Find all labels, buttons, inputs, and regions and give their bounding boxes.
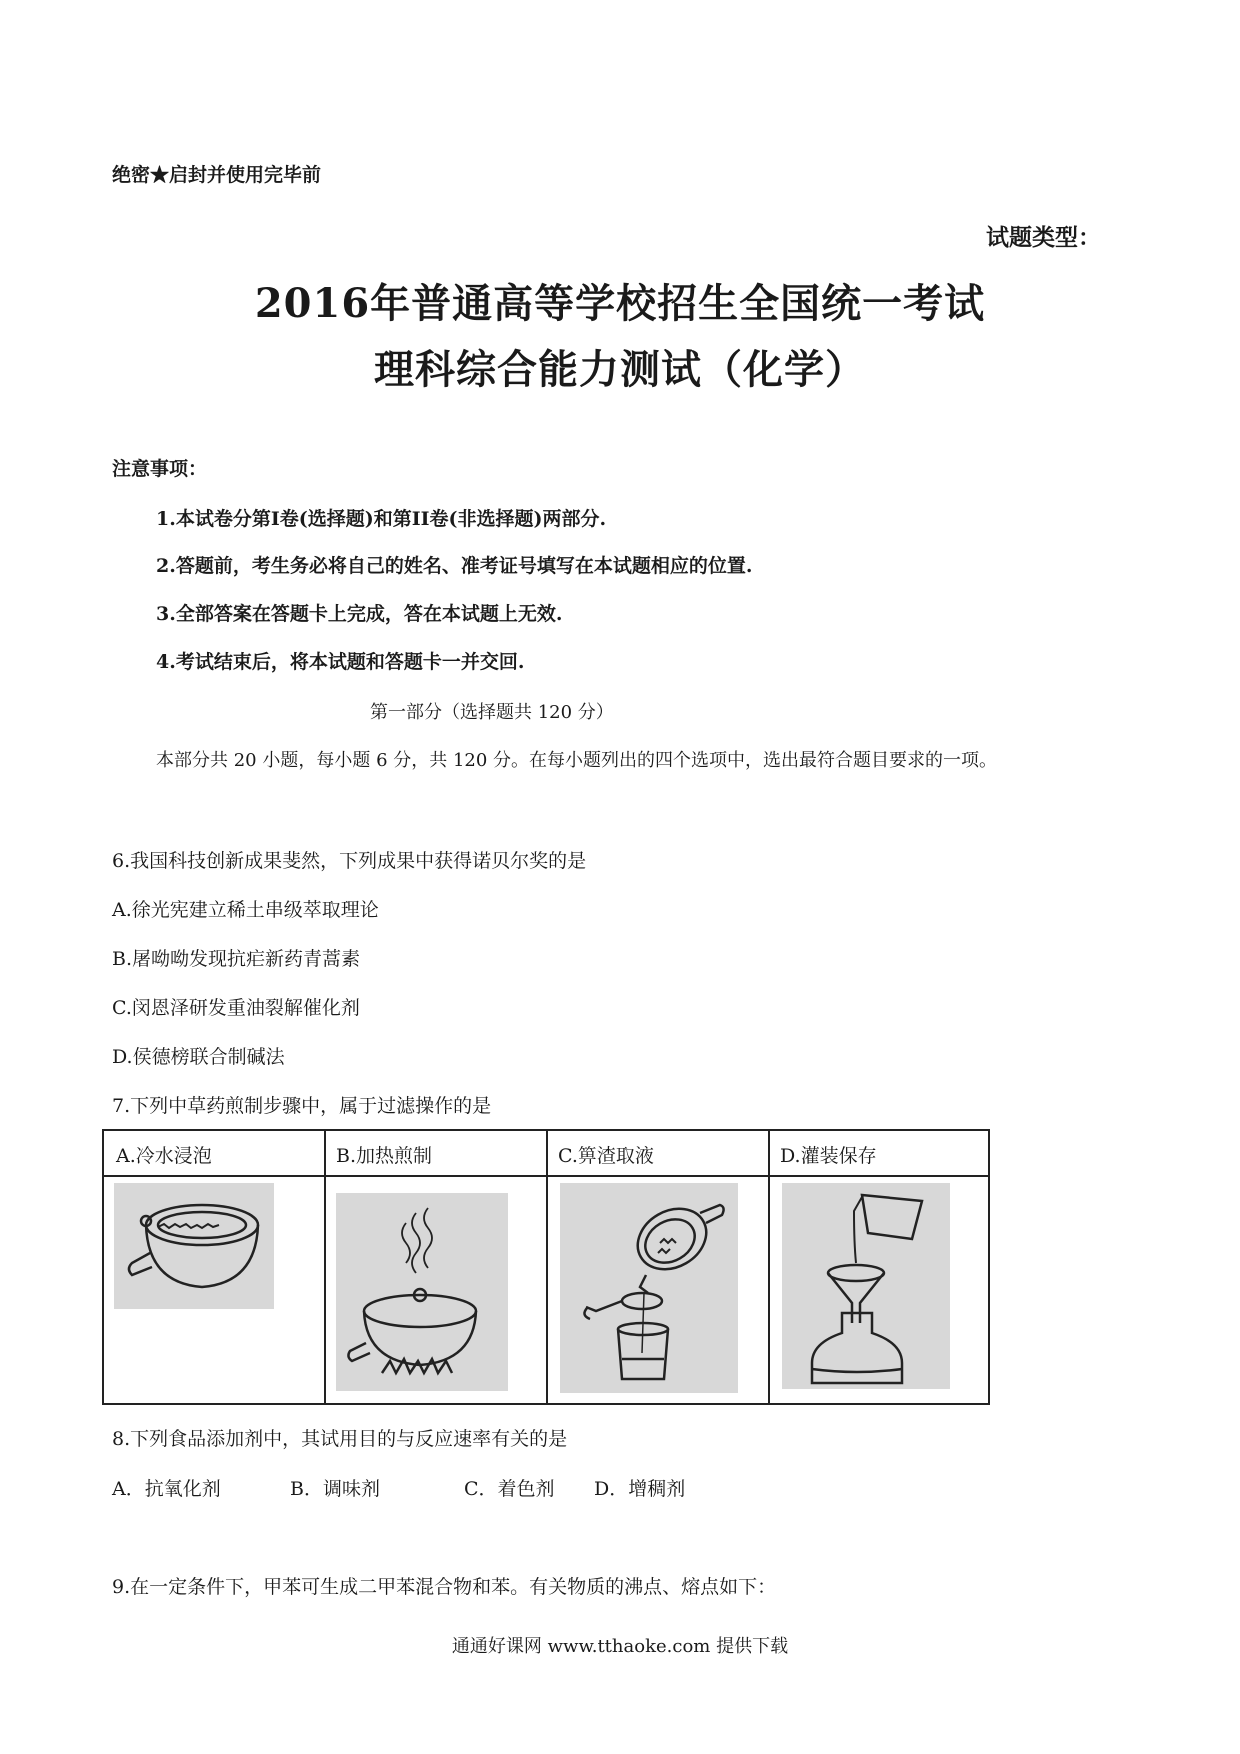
question-9-stem: 9.在一定条件下，甲苯可生成二甲苯混合物和苯。有关物质的沸点、熔点如下：	[112, 1576, 777, 1598]
question-8-option: B．调味剂	[290, 1478, 380, 1500]
question-type-label: 试题类型：	[986, 224, 1101, 251]
question-8-option: C．着色剂	[464, 1478, 555, 1500]
question-7-stem: 7.下列中草药煎制步骤中，属于过滤操作的是	[112, 1095, 492, 1117]
question-6-option: B.屠呦呦发现抗疟新药青蒿素	[112, 948, 361, 970]
question-6-option: C.闵恩泽研发重油裂解催化剂	[112, 997, 360, 1019]
question-6-option: A.徐光宪建立稀土串级萃取理论	[112, 899, 379, 921]
table-header-cell: B.加热煎制	[336, 1145, 433, 1167]
table-header-cell: C.箅渣取液	[558, 1145, 654, 1167]
question-8-option: D．增稠剂	[594, 1478, 686, 1500]
bottling-image	[782, 1183, 950, 1389]
soaking-pot-image	[114, 1183, 274, 1309]
question-7-table	[102, 1129, 990, 1405]
note-item: 2.答题前，考生务必将自己的姓名、准考证号填写在本试题相应的位置.	[156, 555, 753, 577]
footer-text: 通通好课网 www.tthaoke.com 提供下载	[451, 1636, 789, 1657]
straining-image	[560, 1183, 738, 1393]
question-8-options	[112, 1474, 812, 1504]
confidential-label: 绝密★启封并使用完毕前	[112, 164, 322, 186]
question-8-stem: 8.下列食品添加剂中，其试用目的与反应速率有关的是	[112, 1428, 568, 1450]
question-8-option: A．抗氧化剂	[112, 1478, 221, 1500]
part-heading: 第一部分（选择题共 120 分）	[370, 702, 614, 723]
table-header-cell: A.冷水浸泡	[116, 1145, 212, 1167]
note-item: 3.全部答案在答题卡上完成，答在本试题上无效.	[156, 603, 563, 625]
table-header-cell: D.灌装保存	[780, 1145, 877, 1167]
part-description: 本部分共 20 小题，每小题 6 分，共 120 分。在每小题列出的四个选项中，选出最符合题目要求的一项。	[156, 750, 998, 771]
question-6-option: D.侯德榜联合制碱法	[112, 1046, 285, 1068]
boiling-pot-image	[336, 1193, 508, 1391]
note-item: 4.考试结束后，将本试题和答题卡一并交回.	[156, 651, 525, 673]
question-6-stem: 6.我国科技创新成果斐然，下列成果中获得诺贝尔奖的是	[112, 850, 587, 872]
notes-heading: 注意事项：	[112, 458, 208, 480]
exam-subtitle: 理科综合能力测试（化学）	[374, 346, 866, 393]
note-item: 1.本试卷分第I卷(选择题)和第II卷(非选择题)两部分.	[156, 508, 607, 530]
exam-title: 2016年普通高等学校招生全国统一考试	[254, 280, 986, 327]
